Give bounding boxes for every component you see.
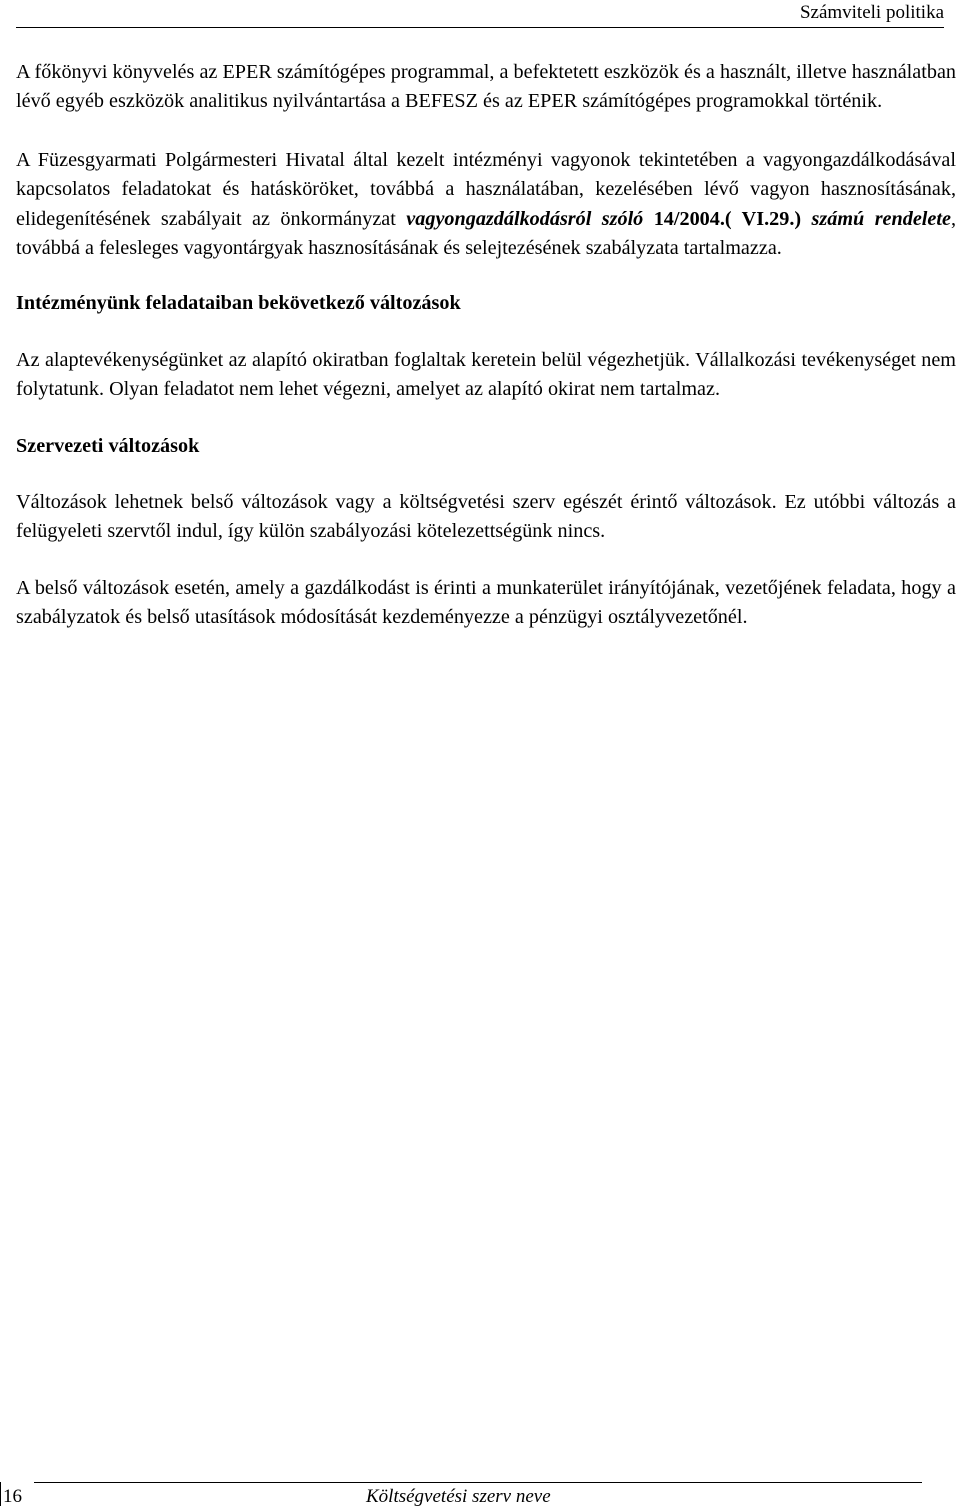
paragraph-asset-management xyxy=(16,146,956,264)
asset-text-1: A Füzesgyarmati Polgármesteri Hivatal által kezelt intézményi vagyonok tekintetében a vagyongazdálkodásával kapcsolatos feladatokat és hatásköröket, továbbá a használatában, kezelésében lévő vagyon hasznosításának, elidegenítésének szabályait az önkormányzat xyxy=(16,148,956,230)
paragraph-change-types: Változások lehetnek belső változások vagy a költségvetési szerv egészét érintő változások. Ez utóbbi változás a felügyeleti szervtől indul, így külön szabályozási kötelezettségünk nincs. xyxy=(16,491,956,543)
footer-left-divider xyxy=(0,1482,1,1506)
footer-divider xyxy=(34,1482,922,1483)
paragraph-bookkeeping: A főkönyvi könyvelés az EPER számítógépes programmal, a befektetett eszközök és a használt, illetve használatban lévő egyéb eszközök analitikus nyilvántartása a BEFESZ és az EPER számítógépes programokkal történik. xyxy=(16,61,956,113)
asset-text-4: számú rendelete xyxy=(811,207,951,230)
page-header xyxy=(16,0,944,28)
heading-organizational-changes: Szervezeti változások xyxy=(16,434,200,457)
asset-text-5: , továbbá a felesleges vagyontárgyak hasznosításának és selejtezésének szabályzata tartalmazza. xyxy=(16,207,956,260)
asset-text-3: 14/2004.( VI.29.) xyxy=(643,207,812,230)
document-body xyxy=(16,58,956,633)
footer-title: Költségvetési szerv neve xyxy=(366,1486,551,1507)
page-number: 16 xyxy=(3,1486,22,1507)
asset-text-2: vagyongazdálkodásról szóló xyxy=(406,207,644,230)
page-footer xyxy=(0,1482,960,1510)
paragraph-internal-changes: A belső változások esetén, amely a gazdálkodást is érinti a munkaterület irányítójának, vezetőjének feladata, hogy a szabályzatok és belső utasítások módosítását kezdeményezze a pénzügyi osztályvezetőnél. xyxy=(16,576,956,629)
paragraph-core-activities: Az alaptevékenységünket az alapító okiratban foglaltak keretein belül végezhetjük. Vállalkozási tevékenységet nem folytatunk. Olyan feladatot nem lehet végezni, amelyet az alapító okirat nem tartalmaz. xyxy=(16,348,956,401)
heading-task-changes: Intézményünk feladataiban bekövetkező változások xyxy=(16,292,461,315)
header-title: Számviteli politika xyxy=(799,2,944,23)
